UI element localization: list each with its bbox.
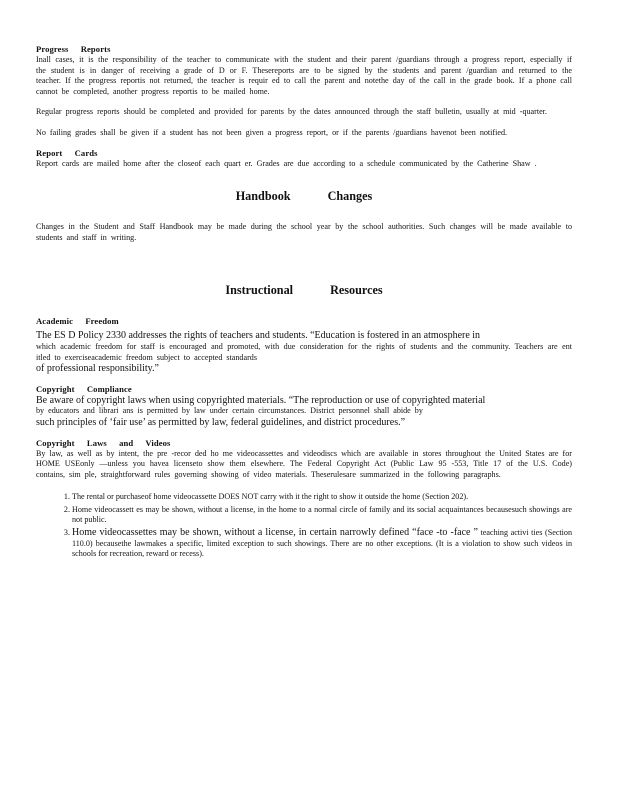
list-item-body: teaching activi ties (Section 110.0) becausethe lawmakes a specific, limited exception to such showings. There are no other exceptions. (It is a violation to show such videos in schools for recreation, reward or recess). xyxy=(72,528,572,559)
heading-progress-reports: Progress Reports xyxy=(36,44,111,54)
copyright-lead: Be aware of copyright laws when using copyrighted materials. “The reproduction or use of copyrighted material xyxy=(36,394,486,406)
heading-academic-freedom: Academic Freedom xyxy=(36,316,119,327)
paragraph-progress-2: Regular progress reports should be completed and provided for parents by the dates announced through the staff bulletin, usually at mid -quarter. xyxy=(36,107,547,117)
paragraph-progress-3: No failing grades shall be given if a student has not been given a progress report, or if the parents /guardians havenot been notified. xyxy=(36,127,508,137)
academic-body: which academic freedom for staff is encouraged and promoted, with due consideration for the rights of students and the community. Teachers are ent itled to exerciseacademic freedom subject to accepted standards xyxy=(36,341,572,362)
paragraph-videos: By law, as well as by intent, the pre -recor ded ho me videocassettes and videodiscs which are available in stores throughout the United States are for HOME USEonly —unless you havea licenseto show them elsewhere. The Federal Copyright Act (Public Law 95 -553, Title 17 of the U.S. Code) contains, sim ple, straightforward rules governing showing of video materials. Theserulesare summarized in the following paragraphs. xyxy=(36,448,572,479)
list-item xyxy=(72,528,572,560)
section-copyright-videos xyxy=(36,438,572,560)
document-page xyxy=(36,44,572,569)
heading-report-cards: Report Cards xyxy=(36,147,98,158)
heading-copyright-compliance: Copyright Compliance xyxy=(36,383,132,394)
section-academic-freedom xyxy=(36,316,572,374)
paragraph-report-cards: Report cards are mailed home after the closeof each quart er. Grades are due according to a schedule communicated by the Catherine Shaw . xyxy=(36,158,537,168)
title-handbook-changes: Handbook Changes xyxy=(235,189,373,204)
section-progress-reports xyxy=(36,44,572,139)
paragraph-progress-1: Inall cases, it is the responsibility of the teacher to communicate with the student and their parent /guardians through a progress report, especially if the student is in danger of receiving a grade of D or F. Thesereports are to be signed by the students and parent /guardian and returned to the teacher. If the progress reportis not returned, the teacher is requir ed to call the parent and notethe day of the call in the grade book. If a phone call cannot be completed, another progress reportis to be mailed home. xyxy=(36,55,572,96)
paragraph-handbook: Changes in the Student and Staff Handbook may be made during the school year by the school authorities. Such changes will be made available to students and staff in writing. xyxy=(36,222,572,242)
list-item: 1. The rental or purchaseof home videocassette DOES NOT carry with it the right to show it outside the home (Section 202). xyxy=(72,492,572,503)
copyright-body: by educators and librari ans is permitted by law under certain circumstances. District personnel shall abide by xyxy=(36,406,423,416)
academic-lead: The ES D Policy 2330 addresses the rights of teachers and students. “Education is fostered in an atmosphere in xyxy=(36,330,481,342)
section-copyright-compliance xyxy=(36,384,572,429)
section-report-cards xyxy=(36,148,572,170)
heading-copyright-videos: Copyright Laws and Videos xyxy=(36,437,171,448)
list-item-lead: Home videocassettes may be shown, without a license, in certain narrowly defined “face -to -face ” xyxy=(72,527,478,539)
academic-tail: of professional responsibility.” xyxy=(36,363,159,375)
videos-list xyxy=(36,492,572,560)
title-instructional-resources: Instructional Resources xyxy=(225,283,383,298)
list-item: 2. Home videocassett es may be shown, without a license, in the home to a normal circle of family and its social acquaintances becausesuch showings are not public. xyxy=(72,505,572,526)
copyright-tail: such principles of ‘fair use’ as permitted by law, federal guidelines, and district procedures.” xyxy=(36,416,406,428)
